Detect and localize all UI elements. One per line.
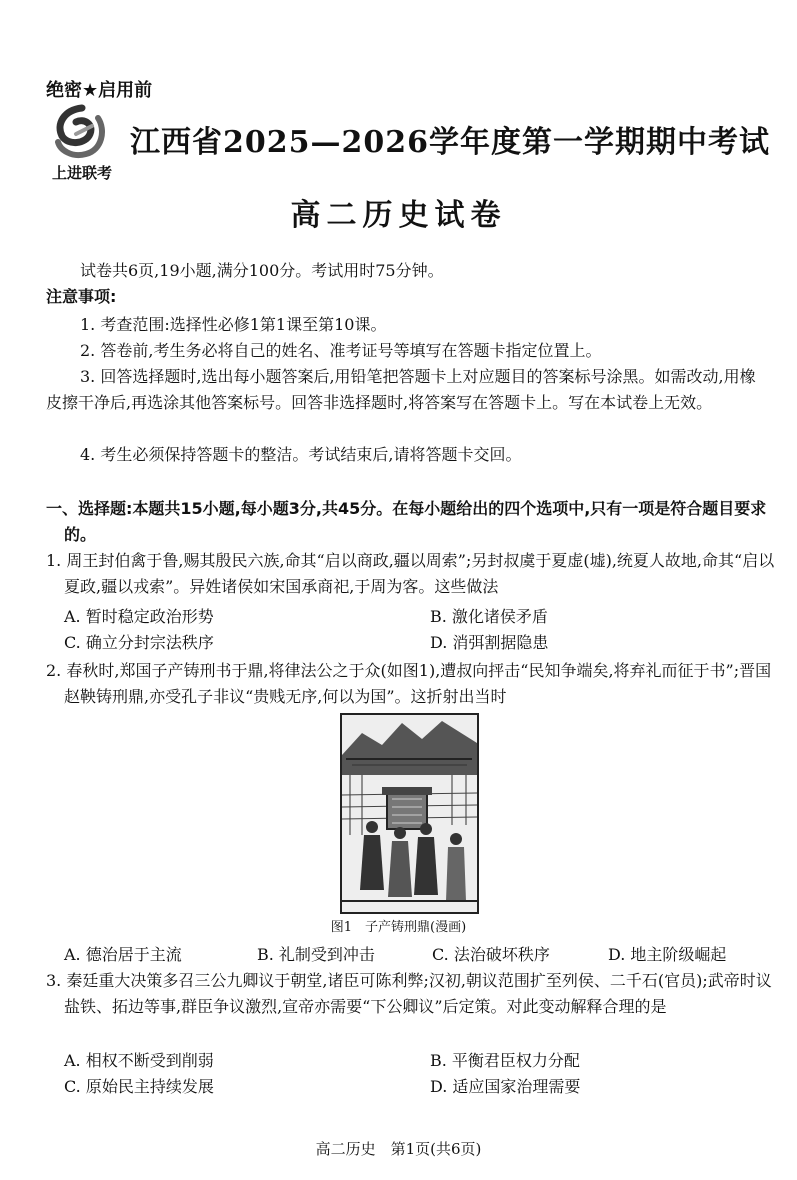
figure-1-illustration <box>340 713 479 914</box>
question-3-option-b: B. 平衡君臣权力分配 <box>430 1051 580 1070</box>
notice-item-3 <box>46 364 756 416</box>
subject-title: 高二历史试卷 <box>290 198 507 233</box>
page-footer: 高二历史 第1页(共6页) <box>315 1140 482 1158</box>
question-3-option-c: C. 原始民主持续发展 <box>64 1077 214 1096</box>
exam-intro: 试卷共6页,19小题,满分100分。考试用时75分钟。 <box>80 261 444 280</box>
question-2-stem <box>46 658 776 710</box>
section-heading <box>46 496 776 548</box>
question-2-option-d: D. 地主阶级崛起 <box>608 945 727 964</box>
question-2-text: 2. 春秋时,郑国子产铸刑书于鼎,将律法公之于众(如图1),遭叔向抨击“民知争端矣,将弃礼而征于书”;晋国赵鞅铸刑鼎,亦受孔子非议“贵贱无序,何以为国”。这折射出当时 <box>46 661 772 706</box>
question-3-text: 3. 秦廷重大决策多召三公九卿议于朝堂,诸臣可陈利弊;汉初,朝议范围扩至列侯、二千石(官员);武帝时议盐铁、拓边等事,群臣争议激烈,宣帝亦需要“下公卿议”后定策。对此变动解释合理的是 <box>46 971 772 1016</box>
question-2-option-b: B. 礼制受到冲击 <box>257 945 375 964</box>
question-1-text: 1. 周王封伯禽于鲁,赐其殷民六族,命其“启以商政,疆以周索”;另封叔虞于夏虚(墟),统夏人故地,命其“启以夏政,疆以戎索”。异姓诸侯如宋国承商祀,于周为客。这些做法 <box>46 551 775 596</box>
logo-text: 上进联考 <box>51 164 112 182</box>
notice-heading: 注意事项: <box>46 287 117 306</box>
notice-item-3-text: 3. 回答选择题时,选出每小题答案后,用铅笔把答题卡上对应题目的答案标号涂黑。如需改动,用橡皮擦干净后,再选涂其他答案标号。回答非选择题时,将答案写在答题卡上。写在本试卷上无效。 <box>46 367 756 412</box>
notice-item-2: 2. 答卷前,考生务必将自己的姓名、准考证号等填写在答题卡指定位置上。 <box>80 341 602 360</box>
question-1-option-a: A. 暂时稳定政治形势 <box>64 607 214 626</box>
question-2-option-a: A. 德治居于主流 <box>64 945 182 964</box>
section-heading-text: 一、选择题:本题共15小题,每小题3分,共45分。在每小题给出的四个选项中,只有一项是符合题目要求的。 <box>46 499 767 544</box>
exam-title: 江西省2025—2026学年度第一学期期中考试 <box>130 125 770 160</box>
question-1-option-b: B. 激化诸侯矛盾 <box>430 607 548 626</box>
figure-1-caption: 图1 子产铸刑鼎(漫画) <box>330 920 467 935</box>
secret-label: 绝密★启用前 <box>46 80 153 101</box>
notice-item-1: 1. 考查范围:选择性必修1第1课至第10课。 <box>80 315 387 334</box>
question-1-option-c: C. 确立分封宗法秩序 <box>64 633 214 652</box>
notice-item-4: 4. 考生必须保持答题卡的整洁。考试结束后,请将答题卡交回。 <box>80 445 522 464</box>
question-1-stem <box>46 548 776 600</box>
question-1-option-d: D. 消弭割据隐患 <box>430 633 549 652</box>
exam-logo <box>46 104 118 184</box>
question-3-option-d: D. 适应国家治理需要 <box>430 1077 581 1096</box>
question-3-option-a: A. 相权不断受到削弱 <box>64 1051 214 1070</box>
question-2-option-c: C. 法治破坏秩序 <box>432 945 550 964</box>
question-3-stem <box>46 968 776 1020</box>
casting-cauldron-illustration <box>342 715 477 912</box>
